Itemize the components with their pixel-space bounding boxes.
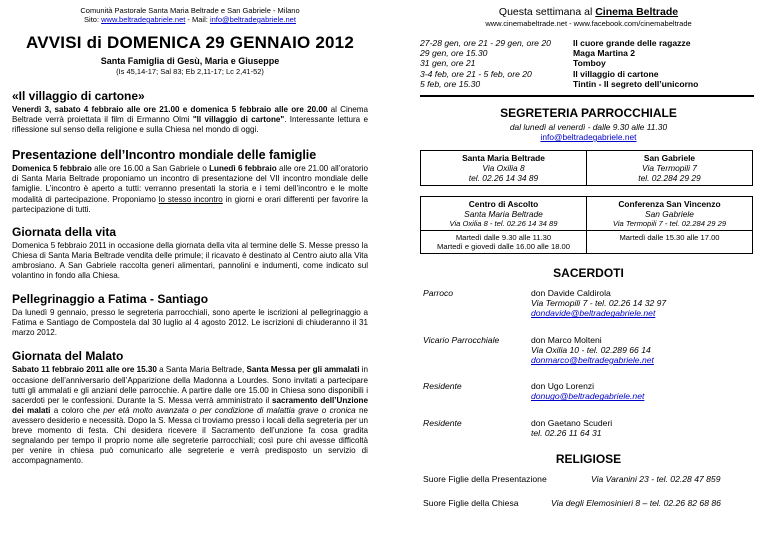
scripture-refs: (Is 45,14-17; Sal 83; Eb 2,11-17; Lc 2,41-52) — [116, 67, 264, 76]
sacerdoti-title: SACERDOTI — [553, 266, 624, 281]
section-text-villaggio: Venerdì 3, sabato 4 febbraio alle ore 21.00 e domenica 5 febbraio alle ore 20.00 al Cinema Beltrade verrà proiettata il film di Ermanno Olmi "Il villaggio di cartone". Interessante lettura e riflessione sul senso della religione e sulla Chiesa nel mondo di oggi. — [12, 105, 369, 135]
list-item: Residente don Ugo Lorenzi donugo@beltradegabriele.net — [423, 381, 645, 402]
san-vincenzo-hours: Martedì dalle 15.30 alle 17.00 — [587, 231, 753, 254]
right-column — [420, 6, 757, 508]
schedule-row: 5 feb, ore 15.30 Tintin - Il segreto dell’unicorno — [420, 78, 699, 89]
section-title-vita: Giornata della vita — [12, 224, 117, 239]
list-item: Suore Figlie della Presentazione Via Varanini 23 - tel. 02.28 47 859 — [423, 474, 721, 485]
table-row — [421, 231, 753, 254]
sacerdoti-list — [420, 288, 757, 438]
table-row — [421, 197, 753, 231]
schedule-row: 27-28 gen, ore 21 - 29 gen, ore 20 Il cuore grande delle ragazze — [420, 38, 691, 48]
section-title-malato: Giornata del Malato — [12, 349, 124, 364]
conferenza-san-vincenzo: Conferenza San Vincenzo San Gabriele Via Termopili 7 - tel. 02.284 29 29 — [587, 197, 753, 231]
priest-mail-link[interactable]: dondavide@beltradegabriele.net — [531, 308, 656, 319]
section-text-malato: Sabato 11 febbraio 2011 alle ore 15.30 a Santa Maria Beltrade, Santa Messa per gli ammalati in occasione dell’anniversario dell’Apparizione della Madonna a Lourdes. Sono invitati a partecipare tutti gli ammalati e gli anziani delle parrocchie. A partire dalle ore 15.00 in Chiesa sono disponibili i sacerdoti per le confessioni. Durante la S. Messa verrà amministrato il sacramento dell’Unzione dei malati a coloro che per età molto avanzata o per condizione di malattia grave o cronica ne avessero desiderio e necessità. Dopo la S. Messa ci troviamo presso i locali della segreteria per un breve momento di festa. Chi desidera ricevere il Sacramento dell’unzione fa cosa gradita segnalando per tempo il proprio nome alle segreterie parrocchiali; così pure chi avesse difficoltà per venire in chiesa può comunicarlo alle segreterie e verrà predisposto un servizio di accompagnamento. — [12, 365, 369, 466]
mail-link[interactable]: info@beltradegabriele.net — [209, 15, 296, 24]
schedule-row: 3-4 feb, ore 21 - 5 feb, ore 20 Il villaggio di cartone — [420, 68, 659, 79]
contact-line: Sito: www.beltradegabriele.net - Mail: info@beltradegabriele.net — [84, 15, 296, 24]
org-line: Comunità Pastorale Santa Maria Beltrade e San Gabriele - Milano — [80, 6, 300, 15]
segreteria-mail — [420, 132, 757, 142]
cinema-week-title: Questa settimana al Cinema Beltrade — [498, 6, 679, 18]
page-subtitle: Santa Famiglia di Gesù, Maria e Giuseppe — [100, 56, 280, 66]
list-item: Parroco don Davide Caldirola Via Termopili 7 - tel. 02.26 14 32 97 dondavide@beltradegabriele.net — [423, 288, 667, 319]
office-san-gabriele: San Gabriele Via Termopili 7 tel. 02.284 29 29 — [587, 151, 753, 186]
left-column — [12, 6, 368, 466]
section-text-vita: Domenica 5 febbraio 2011 in occasione della giornata della vita al termine delle S. Messe presso la Chiesa di Santa Maria Beltrade vendita delle primule; il ricavato è destinato al Centro aiuto alla Vita ambrosiano. A San Gabriele raccolta generi alimentari, pannolini e indumenti, come indicato sul volantino in fondo alla Chiesa. — [12, 240, 368, 281]
segreteria-table — [420, 150, 753, 254]
segreteria-title: SEGRETERIA PARROCCHIALE — [500, 106, 677, 121]
schedule-row: 31 gen, ore 21 Tomboy — [420, 58, 606, 69]
priest-mail-link[interactable]: donugo@beltradegabriele.net — [531, 391, 645, 402]
list-item: Suore Figlie della Chiesa Via degli Elemosinieri 8 – tel. 02.26 82 68 86 — [423, 498, 721, 509]
religiose-title: RELIGIOSE — [555, 452, 622, 467]
page-title: AVVISI di DOMENICA 29 GENNAIO 2012 — [26, 33, 354, 52]
segreteria-hours: dal lunedì al venerdì - dalle 9.30 alle 11.30 — [509, 122, 668, 133]
table-row — [421, 151, 753, 186]
list-item: Residente don Gaetano Scuderi tel. 02.26 11 64 31 — [423, 417, 613, 438]
priest-mail-link[interactable]: donmarco@beltradegabriele.net — [531, 355, 654, 366]
centro-ascolto-hours: Martedì dalle 9.30 alle 11.30 Martedì e giovedì dalle 16.00 alle 18.00 — [421, 231, 587, 254]
segreteria-mail-link[interactable]: info@beltradegabriele.net — [540, 132, 637, 143]
office-santa-maria: Santa Maria Beltrade Via Oxilia 8 tel. 02.26 14 34 89 — [421, 151, 587, 186]
site-link[interactable]: www.beltradegabriele.net — [101, 15, 186, 24]
list-item: Vicario Parrocchiale don Marco Molteni Via Oxilia 10 - tel. 02.289 66 14 donmarco@beltradegabriele.net — [423, 334, 654, 366]
section-text-pellegrinaggio: Da lunedì 9 gennaio, presso le segreteria parrocchiali, sono aperte le iscrizioni al pellegrinaggio a Fatima e Santiago de Compostela dal 30 luglio al 4 agosto 2012. Le iscrizioni di chiuderanno il 31 marzo 2012. — [12, 308, 368, 338]
table-gap — [421, 186, 753, 197]
cinema-week-links: www.cinemabeltrade.net - www.facebook.com/cinemabeltrade — [485, 19, 692, 28]
schedule-row: 29 gen, ore 15.30 Maga Martina 2 — [420, 48, 636, 59]
section-title-villaggio: «Il villaggio di cartone» — [12, 89, 145, 103]
section-title-famiglie: Presentazione dell’Incontro mondiale delle famiglie — [12, 148, 317, 163]
section-text-famiglie: Domenica 5 febbraio alle ore 16.00 a San Gabriele o Lunedì 6 febbraio alle ore 21.00 all’oratorio di Santa Maria Beltrade proponiamo un incontro di presentazione del VII incontro mondiale delle famiglie. L’incontro è aperto a tutti: verranno presentati la storia e i temi dell’incontro e le molte modalità di partecipazione. Proponiamo lo stesso incontro in giorni e orari differenti per favorire la partecipazione di tutti. — [12, 164, 368, 214]
section-title-pellegrinaggio: Pellegrinaggio a Fatima - Santiago — [12, 292, 209, 307]
cinema-schedule — [420, 38, 754, 97]
centro-ascolto: Centro di Ascolto Santa Maria Beltrade Via Oxilia 8 - tel. 02.26 14 34 89 — [421, 197, 587, 231]
